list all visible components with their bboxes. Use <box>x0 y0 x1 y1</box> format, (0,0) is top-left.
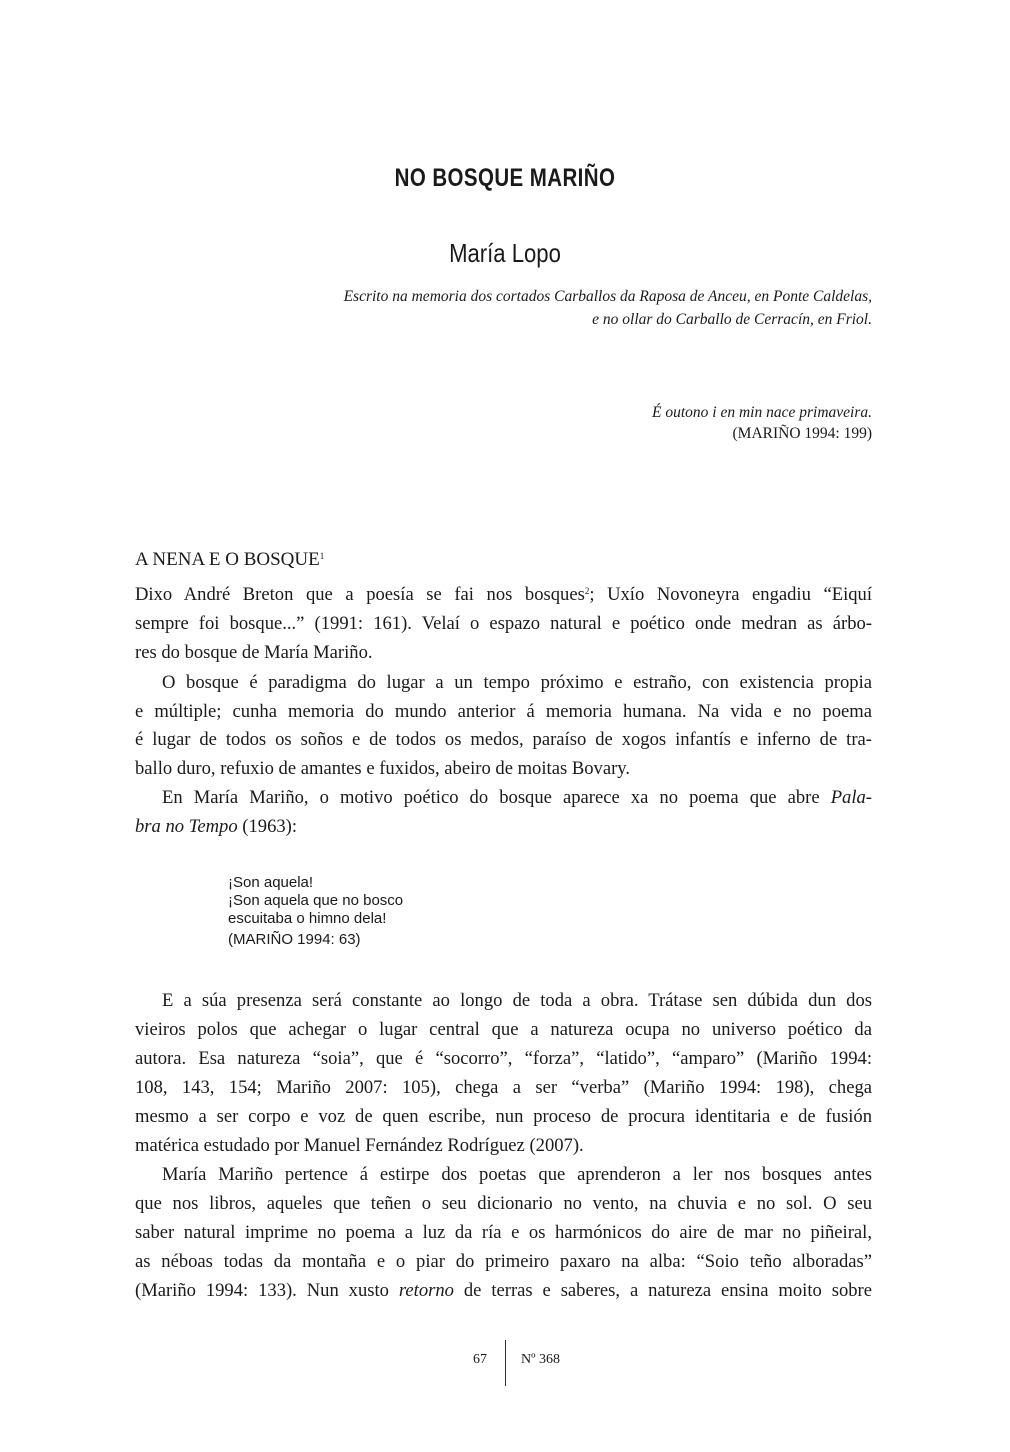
text-line <box>135 990 872 1012</box>
text-line <box>135 1164 872 1186</box>
text-span: E a súa presenza será constante ao longo de toda a obra. Trátase sen dúbida dun dos <box>162 990 872 1011</box>
article-title: NO BOSQUE MARIÑO <box>394 164 616 192</box>
poem-line: ¡Son aquela que no bosco <box>228 892 404 909</box>
text-span: vieiros polos que achegar o lugar central que a natureza ocupa no universo poético da <box>135 1019 872 1040</box>
epigraph-line: e no ollar do Carballo de Cerracín, en Friol. <box>592 311 872 328</box>
italic-text: bra no Tempo <box>135 816 238 837</box>
text-span: de terras e saberes, a natureza ensina moito sobre <box>453 1280 872 1301</box>
text-line <box>135 758 872 780</box>
text-line <box>135 729 872 751</box>
text-span: que nos libros, aqueles que teñen o seu dicionario no vento, na chuvia e no sol. O seu <box>135 1193 872 1214</box>
text-span: O bosque é paradigma do lugar a un tempo próximo e estraño, con existencia propia <box>162 672 872 693</box>
text-span: 108, 143, 154; Mariño 2007: 105), chega a ser “verba” (Mariño 1994: 198), chega <box>135 1077 872 1098</box>
poem-line: ¡Son aquela! <box>228 874 314 891</box>
quote-text: É outono i en min nace primaveira. <box>652 404 872 421</box>
footnote-ref: 2 <box>584 586 590 596</box>
text-line <box>135 1019 872 1041</box>
issue-number: Nº 368 <box>521 1352 560 1367</box>
text-span: as néboas todas da montaña e o piar do primeiro paxaro na alba: “Soio teño alboradas” <box>135 1251 872 1272</box>
text-span: En María Mariño, o motivo poético do bosque aparece xa no poema que abre <box>162 787 831 808</box>
text-line <box>135 701 872 723</box>
text-span: Dixo André Breton que a poesía se fai nos bosques <box>135 584 585 605</box>
text-span: saber natural imprime no poema a luz da ría e os harmónicos do aire de mar no piñeiral, <box>135 1222 872 1243</box>
text-span: sempre foi bosque...” (1991: 161). Velaí o espazo natural e poético onde medran as árbo- <box>135 613 872 634</box>
poem-line: escuitaba o himno dela! <box>228 910 387 927</box>
footnote-ref: 1 <box>319 551 325 561</box>
epigraph-line: Escrito na memoria dos cortados Carballos da Raposa de Anceu, en Ponte Caldelas, <box>343 288 872 305</box>
text-span: matérica estudado por Manuel Fernández Rodríguez (2007). <box>135 1135 584 1156</box>
text-span: (1963): <box>237 816 298 837</box>
text-line <box>135 1222 872 1244</box>
text-line <box>135 613 872 635</box>
quote-source: (MARIÑO 1994: 199) <box>732 425 872 442</box>
page-number: 67 <box>473 1352 487 1367</box>
text-line <box>135 584 872 606</box>
text-line <box>135 787 872 809</box>
text-span: autora. Esa natureza “soia”, que é “socorro”, “forza”, “latido”, “amparo” (Mariño 1994: <box>135 1048 872 1069</box>
text-span: é lugar de todos os soños e de todos os medos, paraíso de xogos infantís e inferno de tra- <box>135 729 872 750</box>
text-span: ; Uxío Novoneyra engadiu “Eiquí <box>589 584 872 605</box>
text-line <box>135 816 872 838</box>
text-line <box>135 672 872 694</box>
section-heading <box>135 549 324 571</box>
article-author: María Lopo <box>449 238 561 268</box>
text-span: (Mariño 1994: 133). Nun xusto <box>135 1280 399 1301</box>
text-line <box>135 1251 872 1273</box>
section-heading-text: A NENA E O BOSQUE <box>135 549 320 570</box>
text-line <box>135 1193 872 1215</box>
text-line <box>135 1135 872 1157</box>
poem-line: (MARIÑO 1994: 63) <box>228 931 361 948</box>
italic-text: Pala- <box>830 787 872 808</box>
text-line <box>135 1048 872 1070</box>
text-span: mesmo a ser corpo e voz de quen escribe, nun proceso de procura identitaria e de fusión <box>135 1106 872 1127</box>
text-line <box>135 1280 872 1302</box>
text-line <box>135 642 872 664</box>
text-span: res do bosque de María Mariño. <box>135 642 373 663</box>
italic-text: retorno <box>398 1280 454 1301</box>
footer-divider <box>505 1340 506 1386</box>
text-span: ballo duro, refuxio de amantes e fuxidos, abeiro de moitas Bovary. <box>135 758 631 779</box>
text-span: e múltiple; cunha memoria do mundo anterior á memoria humana. Na vida e no poema <box>135 701 872 722</box>
text-line <box>135 1077 872 1099</box>
text-line <box>135 1106 872 1128</box>
text-span: María Mariño pertence á estirpe dos poetas que aprenderon a ler nos bosques antes <box>162 1164 872 1185</box>
